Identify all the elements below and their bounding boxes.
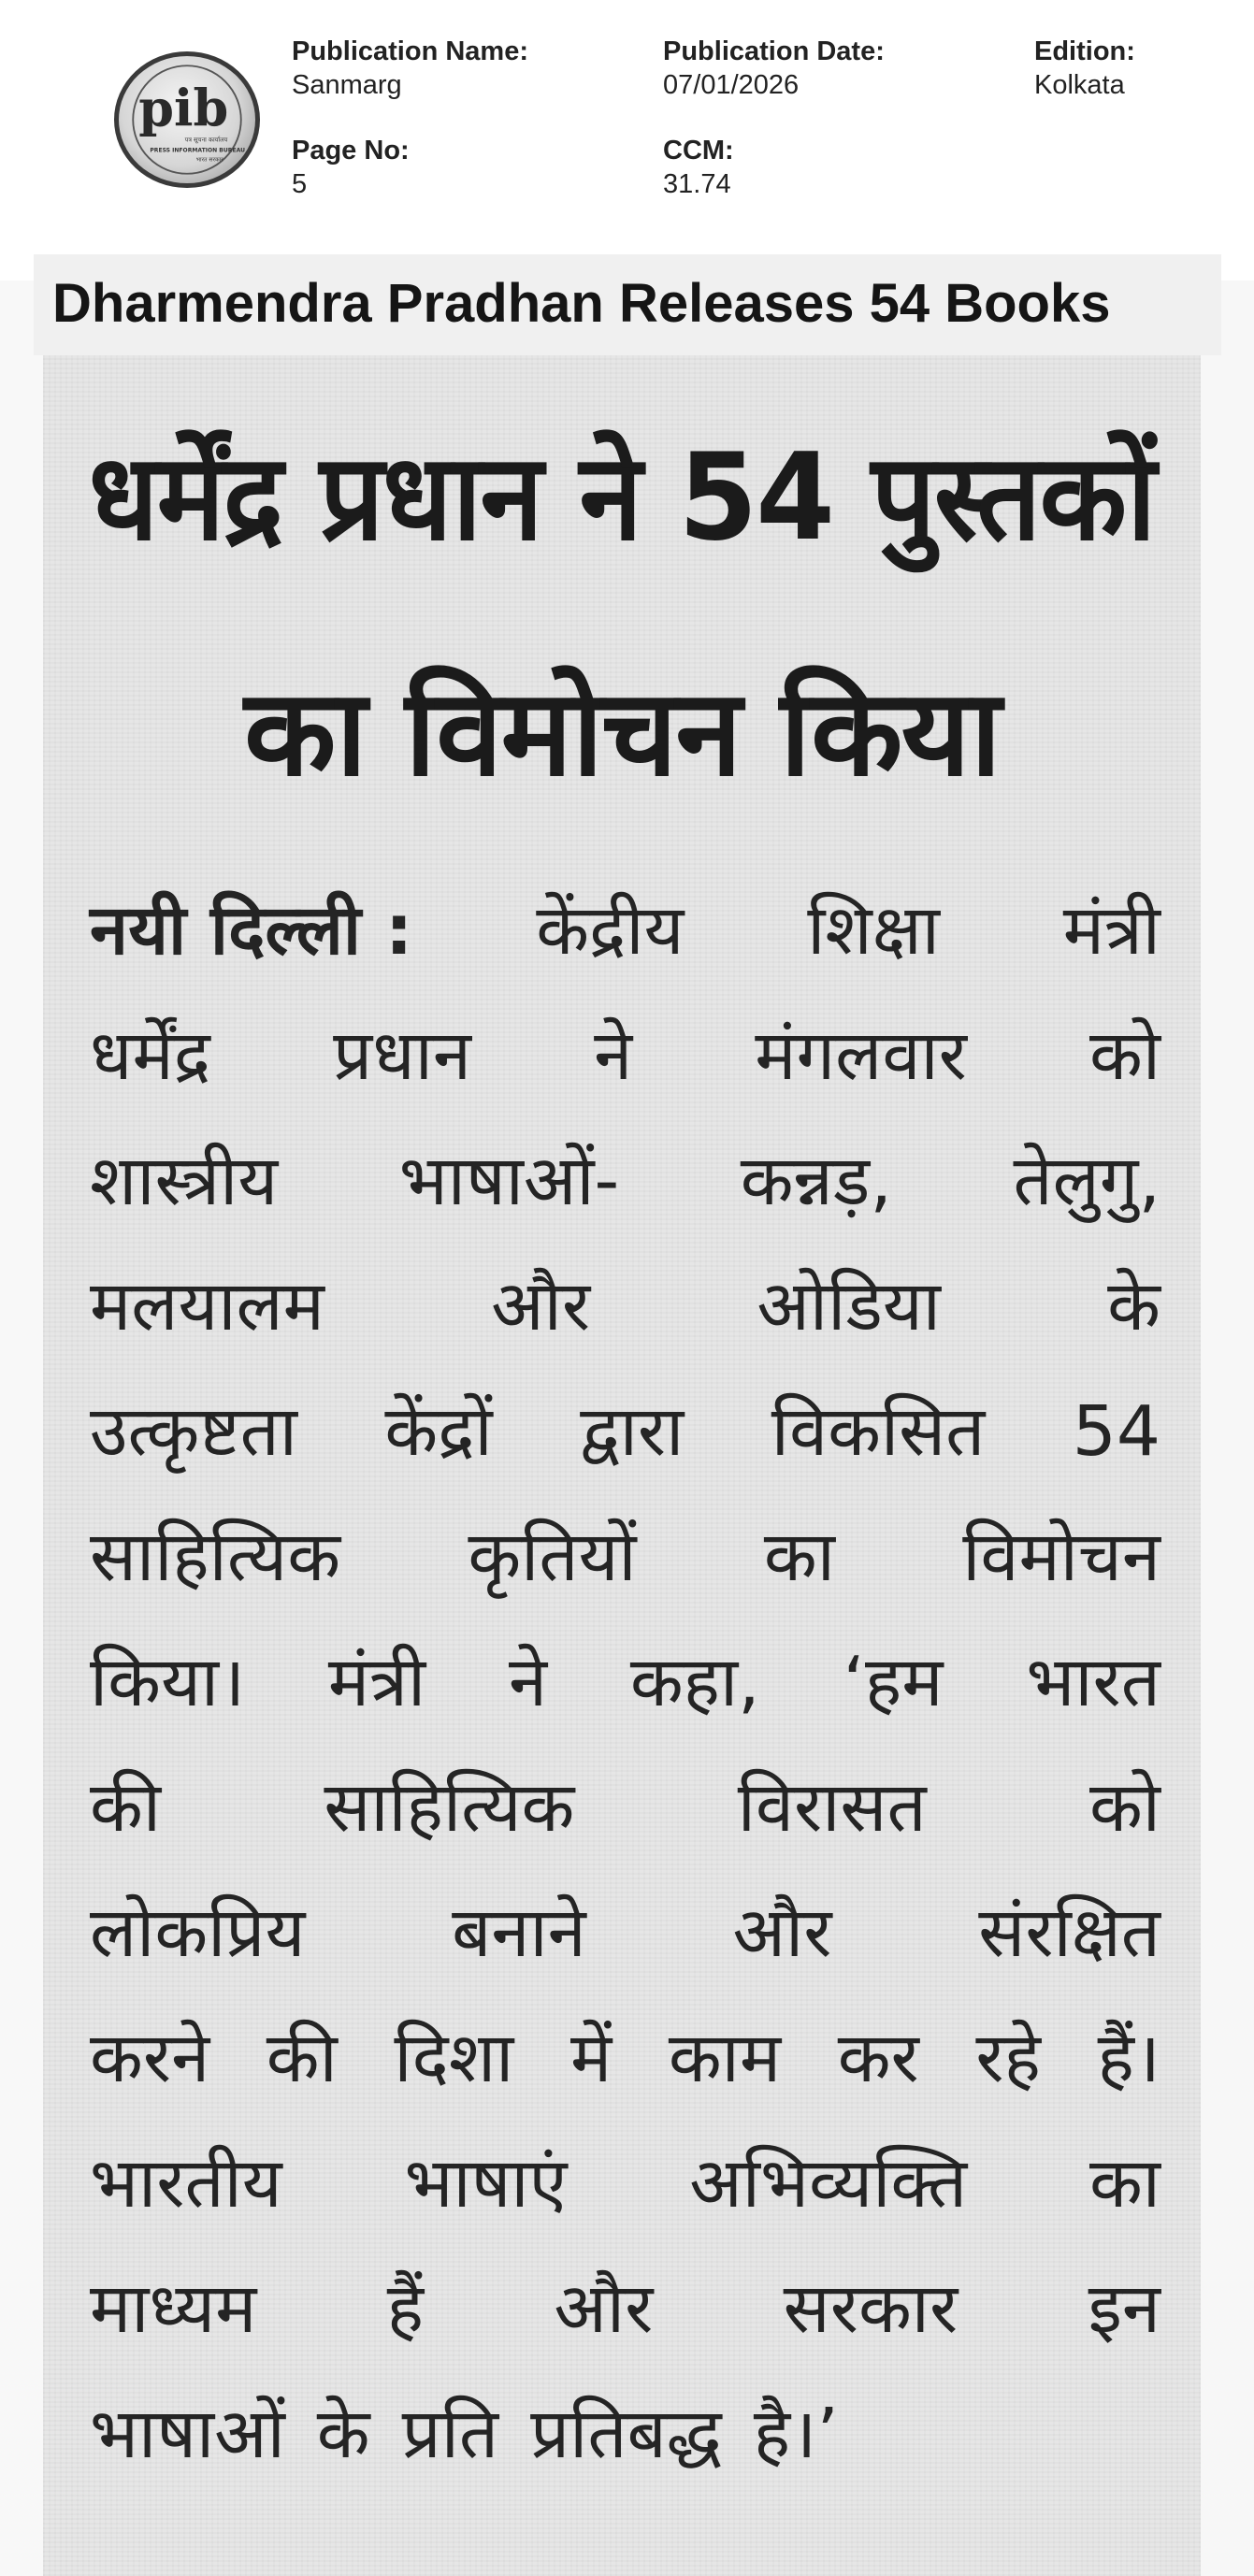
clipping-word: साहित्यिक (324, 1767, 575, 1848)
clipping-word: ओडिया (757, 1266, 941, 1346)
clipping-body-line (90, 2007, 1160, 2109)
clipping-word: को (1088, 1767, 1160, 1848)
clipping-word: माध्यम (90, 2268, 257, 2349)
clipping-word: शिक्षा (807, 890, 940, 971)
newspaper-clipping (43, 281, 1201, 2576)
clipping-body-line (90, 879, 1160, 982)
clipping-word: प्रतिबद्ध (530, 2394, 722, 2474)
clipping-body-line (90, 2257, 1160, 2360)
article-title: Dharmendra Pradhan Releases 54 Books (52, 273, 1111, 334)
clipping-body-line (90, 1130, 1160, 1232)
clipping-word: प्रधान (333, 1015, 471, 1096)
clipping-word: कन्नड़, (740, 1141, 892, 1221)
clipping-word: संरक्षित (978, 1892, 1160, 1973)
clipping-word: हैं (386, 2268, 425, 2349)
clipping-word: तेलुगु, (1013, 1141, 1160, 1221)
pib-logo-graphic (119, 56, 255, 183)
clipping-word: काम (668, 2018, 782, 2098)
clipping-word: और (491, 1266, 591, 1346)
clipping-word: करने (90, 2018, 210, 2098)
clipping-word: सरकार (783, 2268, 959, 2349)
clipping-word: केंद्रों (384, 1391, 493, 1472)
clipping-word: की (90, 1767, 161, 1848)
clipping-word: में (569, 2018, 613, 2098)
clipping-word: अभिव्यक्ति (689, 2143, 968, 2223)
clipping-headline-line-1: धर्मेंद्र प्रधान ने 54 पुस्तकों (89, 428, 1155, 568)
clipping-right-margin (1201, 281, 1254, 2576)
clipping-word: उत्कृष्टता (90, 1391, 297, 1472)
clipping-word: की (266, 2018, 338, 2098)
clipping-word: विमोचन (962, 1517, 1160, 1597)
edition-label: Edition: (1034, 36, 1135, 66)
clipping-word: और (732, 1892, 832, 1973)
clipping-word: भाषाएं (404, 2143, 568, 2223)
clipping-dateline: नयी दिल्ली : (90, 890, 413, 971)
page-no-label: Page No: (292, 136, 410, 165)
clipping-word: शास्त्रीय (90, 1141, 279, 1221)
logo-subtext-hindi: पत्र सूचना कार्यालय (184, 136, 228, 144)
clipping-word: प्रति (401, 2394, 499, 2474)
clipping-word: मलयालम (90, 1266, 324, 1346)
clipping-word: के (316, 2394, 370, 2474)
clipping-body-line (90, 2132, 1160, 2235)
clipping-body-line (90, 1881, 1160, 1984)
publication-name-value: Sanmarg (292, 70, 402, 100)
clipping-word: मंत्री (1062, 890, 1160, 971)
clipping-word: कहा, (629, 1642, 760, 1722)
clipping-body-line (90, 2382, 1160, 2485)
clipping-word: भारत (1026, 1642, 1160, 1722)
clipping-body-line (90, 1004, 1160, 1107)
ccm-label: CCM: (663, 136, 734, 165)
publication-name-label: Publication Name: (292, 36, 528, 66)
clipping-word: 54 (1072, 1391, 1160, 1472)
clipping-word: भारतीय (90, 2143, 282, 2223)
clipping-word: इन (1088, 2268, 1160, 2349)
clipping-word: मंगलवार (755, 1015, 967, 1096)
clipping-word: ने (508, 1642, 548, 1722)
article-title-banner (34, 254, 1221, 355)
page-no-value: 5 (292, 169, 308, 199)
clipping-body-line (90, 1380, 1160, 1483)
clipping-word: ‘हम (843, 1642, 944, 1722)
clipping-word: भाषाओं (90, 2394, 285, 2474)
clipping-word: दिशा (394, 2018, 514, 2098)
clipping-word: साहित्यिक (90, 1517, 341, 1597)
clipping-word: विकसित (771, 1391, 986, 1472)
clipping-word: भाषाओं- (398, 1141, 620, 1221)
clipping-headline-line-2: का विमोचन किया (244, 664, 1000, 803)
clipping-body-line (90, 1631, 1160, 1734)
clipping-header (0, 0, 1254, 234)
clipping-word: कृतियों (468, 1517, 637, 1597)
clipping-word: को (1088, 1015, 1160, 1096)
clipping-word: का (1088, 2143, 1160, 2223)
clipping-word: ने (594, 1015, 633, 1096)
clipping-word: के (1107, 1266, 1160, 1346)
publication-date-value: 07/01/2026 (663, 70, 800, 100)
clipping-word: रहे (975, 2018, 1041, 2098)
clipping-word: कर (837, 2018, 919, 2098)
clipping-word: मंत्री (327, 1642, 426, 1722)
clipping-left-margin (0, 281, 43, 2576)
clipping-body-line (90, 1505, 1160, 1608)
clipping-word: केंद्रीय (536, 890, 685, 971)
clipping-word: धर्मेंद्र (90, 1015, 211, 1096)
clipping-word: है।’ (753, 2394, 839, 2474)
publication-date-label: Publication Date: (663, 36, 885, 66)
clipping-word: लोकप्रिय (90, 1892, 306, 1973)
clipping-body-line (90, 1255, 1160, 1358)
clipping-word: द्वारा (580, 1391, 685, 1472)
clipping-word: और (554, 2268, 654, 2349)
clipping-word: का (763, 1517, 835, 1597)
logo-subtext-english: PRESS INFORMATION BUREAU (150, 147, 245, 154)
clipping-word: हैं। (1097, 2018, 1160, 2098)
logo-text: pib (138, 78, 229, 138)
clipping-word: विरासत (737, 1767, 927, 1848)
pib-emblem-icon (114, 51, 260, 188)
clipping-word: किया। (90, 1642, 246, 1722)
clipping-word: बनाने (452, 1892, 586, 1973)
edition-value: Kolkata (1034, 70, 1125, 100)
clipping-body-line (90, 1756, 1160, 1859)
ccm-value: 31.74 (663, 169, 731, 199)
logo-subtext-bottom: भारत सरकार (195, 156, 223, 164)
